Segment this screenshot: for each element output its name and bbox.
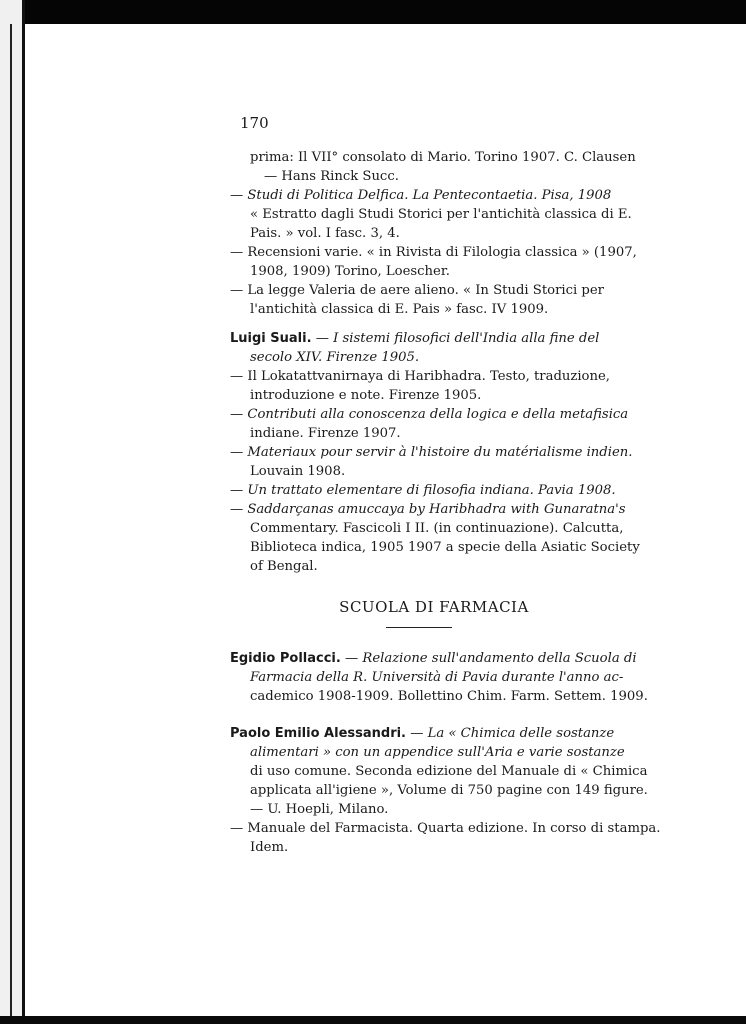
text-line: applicata all'igiene », Volume di 750 pagine con 149 figure. (250, 783, 648, 798)
text-line: — Relazione sull'andamento della Scuola di (345, 651, 637, 666)
text-line: Pais. » vol. I fasc. 3, 4. (250, 226, 400, 241)
text-line: prima: Il VII° consolato di Mario. Torino 1907. C. Clausen (250, 150, 636, 165)
entry-block-1 (230, 148, 638, 319)
book-spine (0, 0, 25, 1024)
text-line: — La « Chimica delle sostanze (410, 726, 615, 741)
text-line: 1908, 1909) Torino, Loescher. (250, 264, 450, 279)
text-line: introduzione e note. Firenze 1905. (250, 388, 482, 403)
text-line: — Contributi alla conoscenza della logica e della metafisica (230, 407, 629, 422)
text-line: — Un trattato elementare di filosofia indiana. Pavia 1908. (230, 483, 616, 498)
text-line: — Materiaux pour servir à l'histoire du matérialisme indien. (230, 445, 633, 460)
text-line: cademico 1908-1909. Bollettino Chim. Farm. Settem. 1909. (250, 689, 648, 704)
section-divider (386, 627, 452, 628)
page-number: 170 (240, 114, 269, 132)
text-line: — Studi di Politica Delfica. La Pentecontaetia. Pisa, 1908 (230, 188, 612, 203)
entry-block-3 (230, 649, 648, 706)
text-line: — I sistemi filosofici dell'India alla fine del (315, 331, 600, 346)
text-line: Idem. (250, 840, 289, 855)
text-line: « Estratto dagli Studi Storici per l'antichità classica di E. (250, 207, 632, 222)
text-line: indiane. Firenze 1907. (250, 426, 401, 441)
text-line: l'antichità classica di E. Pais » fasc. IV 1909. (250, 302, 549, 317)
text-line: di uso comune. Seconda edizione del Manuale di « Chimica (250, 764, 648, 779)
scan-bottom-border (0, 1016, 746, 1024)
text-line: Commentary. Fascicoli I II. (in continuazione). Calcutta, (250, 521, 624, 536)
text-line: — La legge Valeria de aere alieno. « In Studi Storici per (230, 283, 604, 298)
text-line: — U. Hoepli, Milano. (250, 802, 389, 817)
text-line: — Hans Rinck Succ. (264, 169, 399, 184)
author-name: Egidio Pollacci. (230, 651, 341, 666)
text-line: secolo XIV. Firenze 1905. (250, 350, 420, 365)
text-line: — Il Lokatattvanirnaya di Haribhadra. Testo, traduzione, (230, 369, 610, 384)
entry-block-4 (230, 724, 661, 857)
text-line: — Recensioni varie. « in Rivista di Filologia classica » (1907, (230, 245, 637, 260)
scan-top-border (0, 0, 746, 24)
text-line: Farmacia della R. Università di Pavia durante l'anno ac- (250, 670, 624, 685)
text-line: Biblioteca indica, 1905 1907 a specie della Asiatic Society (250, 540, 640, 555)
section-title: SCUOLA DI FARMACIA (339, 598, 529, 616)
text-line: — Manuale del Farmacista. Quarta edizione. In corso di stampa. (230, 821, 661, 836)
text-line: of Bengal. (250, 559, 318, 574)
author-name: Paolo Emilio Alessandri. (230, 726, 406, 741)
text-line: Louvain 1908. (250, 464, 346, 479)
text-line: alimentari » con un appendice sull'Aria e varie sostanze (250, 745, 625, 760)
entry-block-2 (230, 329, 638, 576)
text-line: — Saddarçanas amuccaya by Haribhadra with Gunaratna's (230, 502, 626, 517)
author-name: Luigi Suali. (230, 331, 312, 346)
